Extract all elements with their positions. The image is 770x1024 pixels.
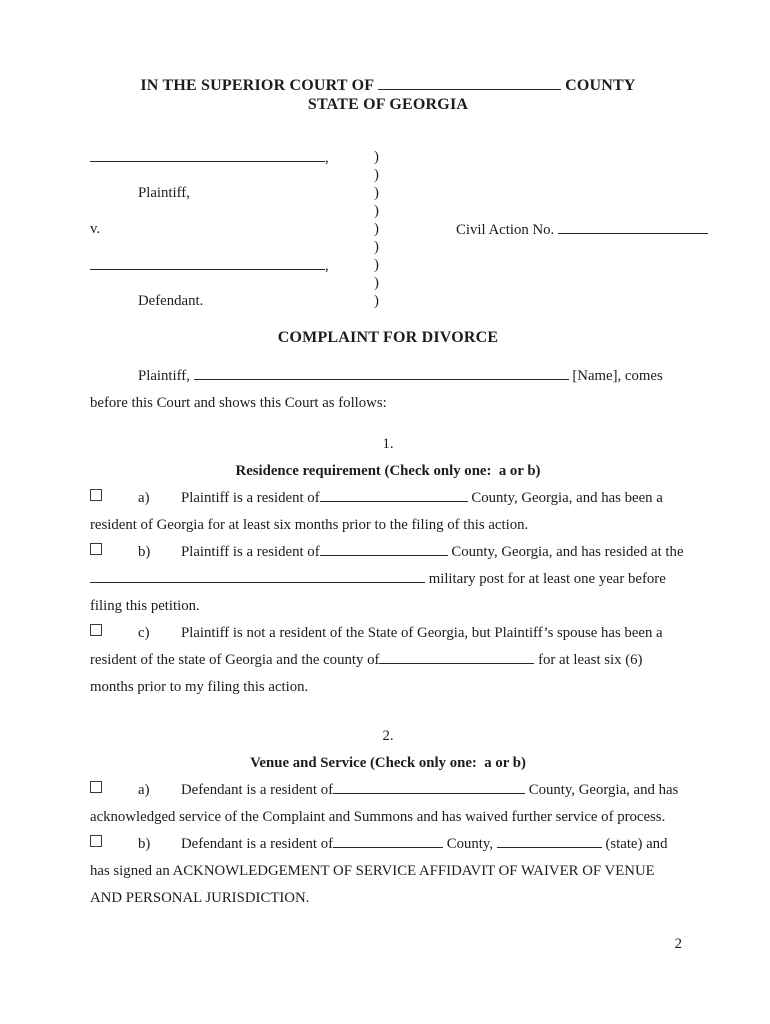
caption-paren: ) <box>374 221 379 237</box>
section-number-2: 2. <box>382 728 394 744</box>
court-header-line2: STATE OF GEORGIA <box>307 96 469 113</box>
court-header-prefix: IN THE SUPERIOR COURT OF <box>140 77 378 94</box>
court-header <box>90 76 686 114</box>
item-letter: a) <box>138 782 150 798</box>
item-letter: a) <box>138 490 150 506</box>
caption-paren: ) <box>374 293 379 309</box>
item-text: Plaintiff is a resident of County, Georgia, and has resided at the military post for at least one year before filing this petition. <box>90 544 684 614</box>
defendant-name-comma: , <box>325 258 329 274</box>
fill-in-blank[interactable] <box>320 488 468 502</box>
fill-in-blank[interactable] <box>379 650 534 664</box>
document-body <box>90 363 686 912</box>
intro-paragraph: Plaintiff, [Name], comes before this Court and shows this Court as follows: <box>90 368 663 411</box>
item-letter: b) <box>138 836 151 852</box>
section-heading-venue: Venue and Service (Check only one: a or b) <box>250 755 526 771</box>
defendant-label: Defendant. <box>138 293 204 309</box>
caption-paren: ) <box>374 167 379 183</box>
fill-in-blank[interactable] <box>333 834 443 848</box>
defendant-name-line <box>90 256 360 274</box>
form-item-1a <box>90 485 686 539</box>
form-item-2b <box>90 831 686 912</box>
checkbox-cell <box>90 485 138 512</box>
section-number-1: 1. <box>382 436 394 452</box>
plaintiff-name-blank[interactable] <box>90 148 325 162</box>
caption-paren: ) <box>374 203 379 219</box>
form-item-1c <box>90 620 686 701</box>
versus-label: v. <box>90 221 101 237</box>
fill-in-blank[interactable] <box>497 834 602 848</box>
caption-paren: ) <box>374 275 379 291</box>
form-item-1b <box>90 539 686 620</box>
defendant-name-blank[interactable] <box>90 256 325 270</box>
checkbox-icon[interactable] <box>90 835 102 847</box>
fill-in-blank[interactable] <box>90 569 425 583</box>
civil-action-number-blank[interactable] <box>558 220 708 234</box>
plaintiff-name-comma: , <box>325 150 329 166</box>
plaintiff-label: Plaintiff, <box>138 185 190 201</box>
form-item-2a <box>90 777 686 831</box>
item-text: Defendant is a resident of County, (state) and has signed an ACKNOWLEDGEMENT OF SERVICE AFFIDAVIT OF WAIVER OF VENUE AND PERSONAL JURISDICTION. <box>90 836 668 906</box>
checkbox-icon[interactable] <box>90 624 102 636</box>
case-caption <box>90 148 686 310</box>
caption-paren: ) <box>374 257 379 273</box>
checkbox-cell <box>90 539 138 566</box>
section-heading-residence: Residence requirement (Check only one: a or b) <box>235 463 541 479</box>
item-text: Plaintiff is not a resident of the State of Georgia, but Plaintiff’s spouse has been a resident of the state of Georgia and the county of for at least six (6) months prior to my filing this action. <box>90 625 663 695</box>
item-letter: c) <box>138 625 150 641</box>
caption-paren: ) <box>374 185 379 201</box>
checkbox-cell <box>90 831 138 858</box>
item-text: Defendant is a resident of County, Georgia, and has acknowledged service of the Complaint and Summons and has waived further service of process. <box>90 782 679 825</box>
plaintiff-name-line <box>90 148 360 166</box>
checkbox-icon[interactable] <box>90 781 102 793</box>
caption-paren: ) <box>374 239 379 255</box>
court-header-line1 <box>90 76 686 95</box>
checkbox-cell <box>90 777 138 804</box>
document-title: COMPLAINT FOR DIVORCE <box>277 329 499 346</box>
fill-in-blank[interactable] <box>194 366 569 380</box>
checkbox-icon[interactable] <box>90 543 102 555</box>
fill-in-blank[interactable] <box>320 542 448 556</box>
fill-in-blank[interactable] <box>333 780 525 794</box>
checkbox-icon[interactable] <box>90 489 102 501</box>
item-text: Plaintiff is a resident of County, Georgia, and has been a resident of Georgia for at least six months prior to the filing of this action. <box>90 490 663 533</box>
court-header-suffix: COUNTY <box>560 77 636 94</box>
page-number: 2 <box>674 936 682 952</box>
county-name-blank[interactable] <box>378 76 561 90</box>
page-content <box>90 0 686 912</box>
civil-action-label: Civil Action No. <box>456 222 558 238</box>
item-letter: b) <box>138 544 151 560</box>
caption-paren: ) <box>374 149 379 165</box>
civil-action-line <box>408 220 708 238</box>
checkbox-cell <box>90 620 138 647</box>
